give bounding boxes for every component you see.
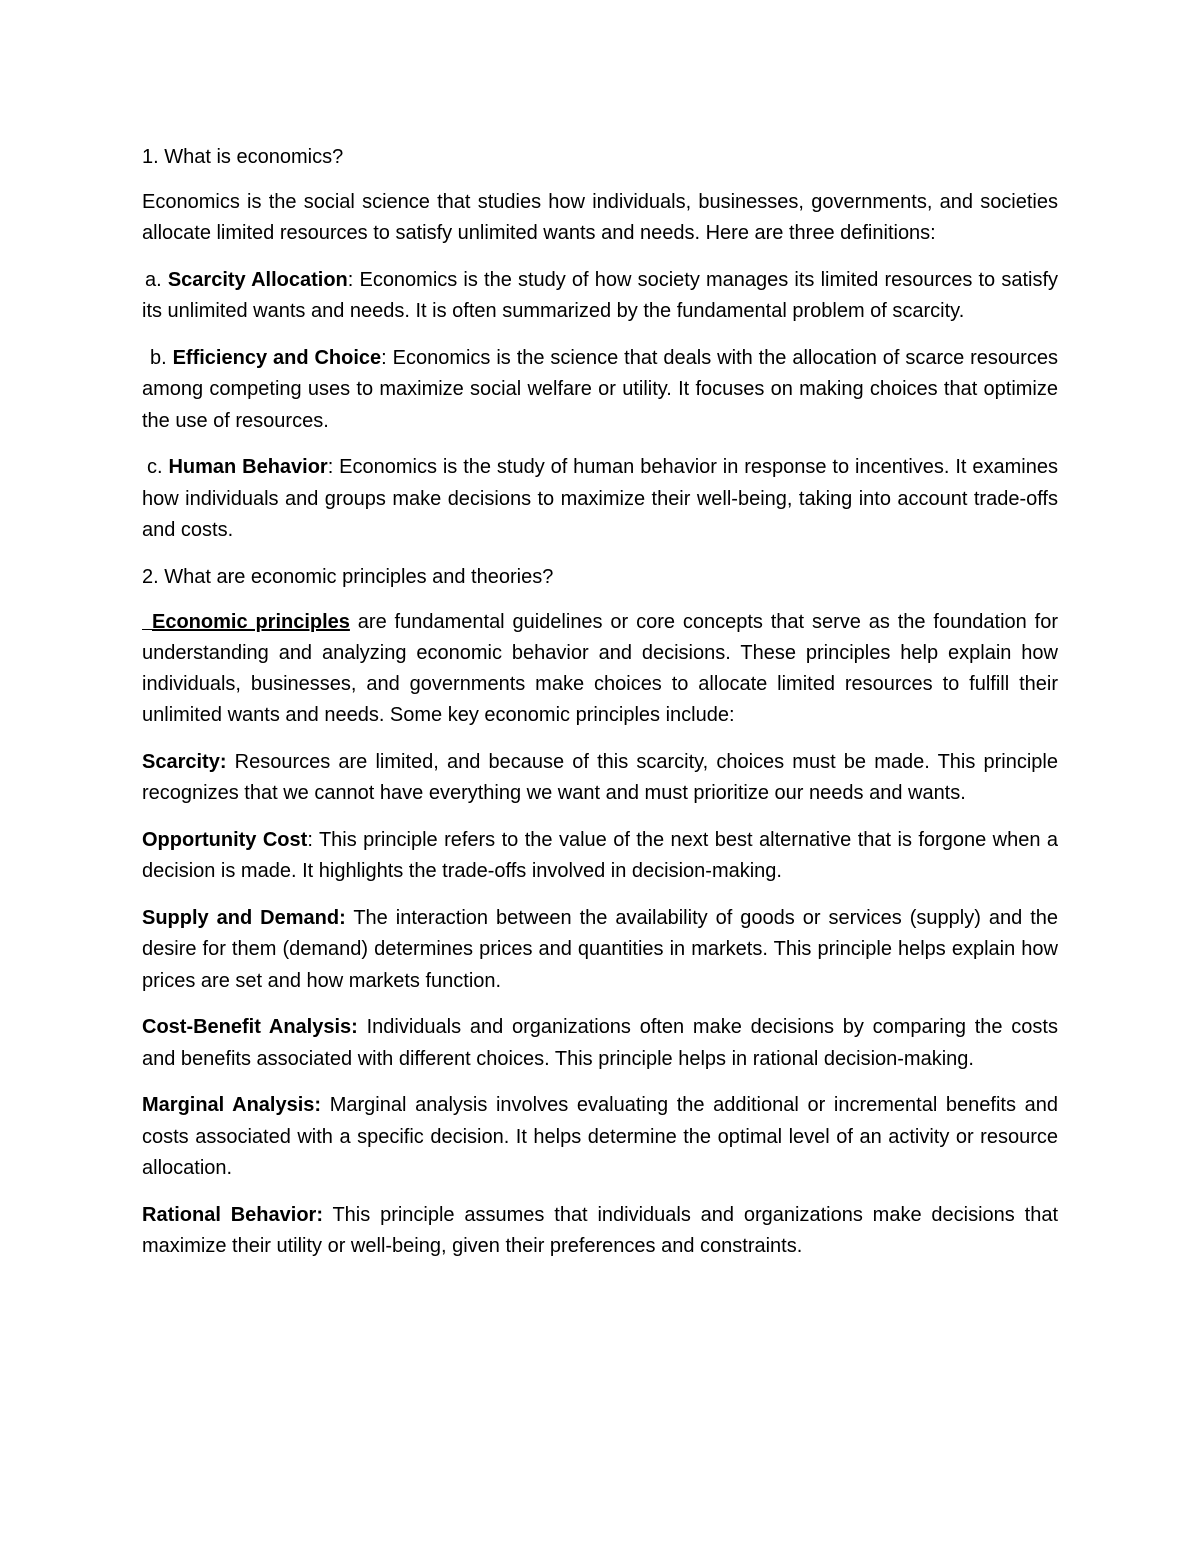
- underline-lead: [142, 607, 152, 630]
- principle-opportunity-cost-text: : This principle refers to the value of the next best alternative that is forgone when a decision is made. It highlights the trade-offs involved in decision-making.: [142, 829, 1059, 883]
- principle-scarcity-term: Scarcity:: [142, 751, 227, 774]
- question-1-intro: Economics is the social science that studies how individuals, businesses, governments, and societies allocate limited resources to satisfy unlimited wants and needs. Here are three definitions:: [142, 191, 1058, 245]
- question-2-intro: [142, 607, 1058, 732]
- definition-b-term: Efficiency and Choice: [172, 347, 382, 370]
- principle-marginal-analysis-term: Marginal Analysis:: [142, 1094, 322, 1117]
- principle-scarcity: [142, 747, 1058, 809]
- definition-b: [142, 343, 1058, 437]
- question-2-intro-text: are fundamental guidelines or core concepts that serve as the foundation for understanding and analyzing economic behavior and decisions. These principles help explain how individuals, businesses, and governments make choices to allocate limited resources to fulfill their unlimited wants and needs. Some key economic principles include:: [142, 610, 1059, 727]
- question-1-heading: 1. What is economics?: [142, 146, 344, 168]
- question-2-heading: 2. What are economic principles and theories?: [142, 565, 554, 588]
- principle-opportunity-cost-term: Opportunity Cost: [142, 829, 308, 852]
- document-page: [142, 142, 1058, 1278]
- principle-marginal-analysis-text: Marginal analysis involves evaluating the additional or incremental benefits and costs associated with a specific decision. It helps determine the optimal level of an activity or resource allocation.: [142, 1094, 1058, 1179]
- definition-c-term: Human Behavior: [168, 456, 328, 479]
- definition-b-prefix: b.: [150, 347, 173, 370]
- definition-a-prefix: a.: [145, 269, 168, 292]
- principle-supply-demand-term: Supply and Demand:: [142, 907, 346, 930]
- definition-c-text: : Economics is the study of human behavior in response to incentives. It examines how individuals and groups make decisions to maximize their well-being, taking into account trade-offs and costs.: [142, 456, 1058, 541]
- principle-cost-benefit-term: Cost-Benefit Analysis:: [142, 1016, 358, 1039]
- definition-a: [142, 265, 1058, 327]
- principle-opportunity-cost: [142, 825, 1058, 887]
- principle-marginal-analysis: [142, 1090, 1058, 1184]
- economic-principles-term: Economic principles: [152, 610, 350, 633]
- principle-supply-demand: [142, 903, 1058, 997]
- definition-c: [142, 452, 1058, 546]
- principle-cost-benefit-text: Individuals and organizations often make decisions by comparing the costs and benefits associated with different choices. This principle helps in rational decision-making.: [142, 1016, 1058, 1070]
- principle-rational-behavior-text: This principle assumes that individuals and organizations make decisions that maximize their utility or well-being, given their preferences and constraints.: [142, 1203, 1058, 1257]
- definition-a-text: : Economics is the study of how society manages its limited resources to satisfy its unlimited wants and needs. It is often summarized by the fundamental problem of scarcity.: [142, 269, 1058, 323]
- definition-c-prefix: c.: [147, 456, 169, 479]
- definition-a-term: Scarcity Allocation: [167, 269, 348, 292]
- principle-scarcity-text: Resources are limited, and because of this scarcity, choices must be made. This principle recognizes that we cannot have everything we want and must prioritize our needs and wants.: [142, 751, 1058, 805]
- principle-rational-behavior-term: Rational Behavior:: [142, 1203, 323, 1226]
- principle-rational-behavior: [142, 1200, 1058, 1262]
- principle-supply-demand-text: The interaction between the availability of goods or services (supply) and the desire for them (demand) determines prices and quantities in markets. This principle helps explain how prices are set and how markets function.: [142, 907, 1058, 992]
- definition-b-text: : Economics is the science that deals with the allocation of scarce resources among competing uses to maximize social welfare or utility. It focuses on making choices that optimize the use of resources.: [142, 347, 1058, 432]
- principle-cost-benefit: [142, 1012, 1058, 1074]
